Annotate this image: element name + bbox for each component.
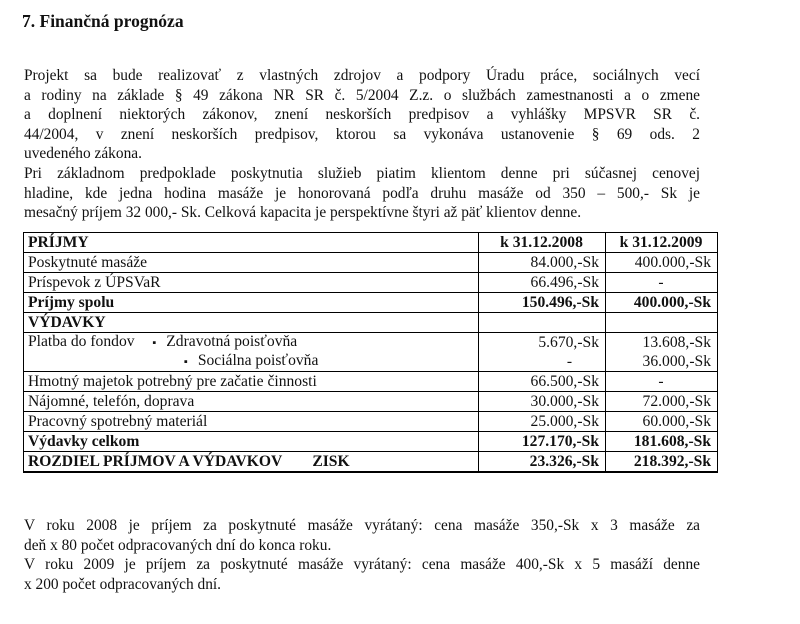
paragraph-line: V roku 2009 je príjem za poskytnuté masáže vyrátaný: cena masáže 400,-Sk x 5 masáží denne: [24, 556, 700, 574]
value-2009: 400.000,-Sk: [606, 293, 718, 313]
bullet-icon: ▪: [152, 337, 157, 349]
value-2009: 60.000,-Sk: [606, 412, 718, 432]
value-2009: -: [606, 372, 718, 392]
row-label: Výdavky celkom: [24, 432, 479, 452]
value-2008: 23.326,-Sk: [479, 452, 606, 473]
table-header-row: [24, 233, 718, 253]
health-insurance-label: Zdravotná poisťovňa: [166, 333, 298, 350]
paragraph-line: x 200 počet odpracovaných dní.: [24, 575, 222, 593]
paragraph-line: hladine, kde jedna hodina masáže je honorovaná podľa druhu masáže od 350 – 500,- Sk je: [24, 184, 700, 202]
row-label: Hmotný majetok potrebný pre začatie činnosti: [24, 372, 479, 392]
value-2008: -: [479, 352, 606, 372]
paragraph-line: Projekt sa bude realizovať z vlastných zdrojov a podpory Úradu práce, sociálnych vecí: [24, 67, 700, 84]
difference-row: [24, 452, 718, 473]
paragraph-calculation: [24, 516, 700, 594]
row-label: [24, 333, 479, 353]
expenses-total-row: [24, 432, 718, 452]
row-label: Poskytnuté masáže: [24, 253, 479, 273]
value-2009: 13.608,-Sk: [606, 333, 718, 353]
table-row: [24, 352, 718, 372]
paragraph-line: a rodiny na základe § 49 zákona NR SR č. 5/2004 Z.z. o službách zamestnanosti a o zmene: [24, 86, 700, 104]
value-2009: -: [606, 273, 718, 293]
row-label: [24, 352, 479, 372]
value-2008: 127.170,-Sk: [479, 432, 606, 452]
paragraph-line: 44/2004, v znení neskorších predpisov, ktorou sa vykonáva ustanovenie § 69 ods. 2: [24, 125, 700, 143]
value-2009: 181.608,-Sk: [606, 432, 718, 452]
table-row: [24, 273, 718, 293]
paragraph-line: a doplnení niektorých zákonov, znení neskorších predpisov a vyhlášky MPSVR SR č.: [24, 106, 700, 124]
value-2009: 218.392,-Sk: [606, 452, 718, 473]
value-2008: 84.000,-Sk: [479, 253, 606, 273]
value-2008: 25.000,-Sk: [479, 412, 606, 432]
income-total-row: [24, 293, 718, 313]
paragraph-line: V roku 2008 je príjem za poskytnuté masáže vyrátaný: cena masáže 350,-Sk x 3 masáže za: [24, 517, 700, 534]
value-2009: 36.000,-Sk: [606, 352, 718, 372]
row-label: Pracovný spotrebný materiál: [24, 412, 479, 432]
funds-label: Platba do fondov: [28, 333, 135, 350]
paragraph-assumptions: [24, 164, 700, 223]
value-2008: 66.496,-Sk: [479, 273, 606, 293]
row-label: Nájomné, telefón, doprava: [24, 392, 479, 412]
value-2009: 72.000,-Sk: [606, 392, 718, 412]
expenses-header: VÝDAVKY: [24, 313, 479, 333]
profit-tag: ZISK: [312, 452, 350, 470]
table-row: [24, 333, 718, 353]
value-2008: 30.000,-Sk: [479, 392, 606, 412]
col-2009-header: k 31.12.2009: [606, 233, 718, 253]
paragraph-line: Pri základnom predpoklade poskytnutia služieb piatim klientom denne pri súčasnej cenovej: [24, 165, 700, 182]
financial-table: [23, 232, 718, 473]
difference-label: ROZDIEL PRÍJMOV A VÝDAVKOV: [28, 452, 283, 470]
row-label: Príspevok z ÚPSVaR: [24, 273, 479, 293]
paragraph-line: uvedeného zákona.: [24, 145, 142, 163]
paragraph-line: mesačný príjem 32 000,- Sk. Celková kapacita je perspektívne štyri až päť klientov denne.: [24, 204, 582, 222]
income-header: PRÍJMY: [24, 233, 479, 253]
section-heading: 7. Finančná prognóza: [22, 11, 184, 31]
paragraph-line: deň x 80 počet odpracovaných dní do konca roku.: [24, 536, 332, 554]
table-row: [24, 392, 718, 412]
social-insurance-label: Sociálna poisťovňa: [197, 352, 319, 369]
paragraph-funding: [24, 66, 700, 164]
value-2008: 150.496,-Sk: [479, 293, 606, 313]
empty-cell: [606, 313, 718, 333]
table-row: [24, 372, 718, 392]
value-2008: 5.670,-Sk: [479, 333, 606, 353]
expenses-header-row: [24, 313, 718, 333]
col-2008-header: k 31.12.2008: [479, 233, 606, 253]
bullet-icon: ▪: [183, 356, 188, 368]
empty-cell: [479, 313, 606, 333]
value-2009: 400.000,-Sk: [606, 253, 718, 273]
row-label: Príjmy spolu: [24, 293, 479, 313]
value-2008: 66.500,-Sk: [479, 372, 606, 392]
table-row: [24, 253, 718, 273]
row-label: [24, 452, 479, 473]
table-row: [24, 412, 718, 432]
